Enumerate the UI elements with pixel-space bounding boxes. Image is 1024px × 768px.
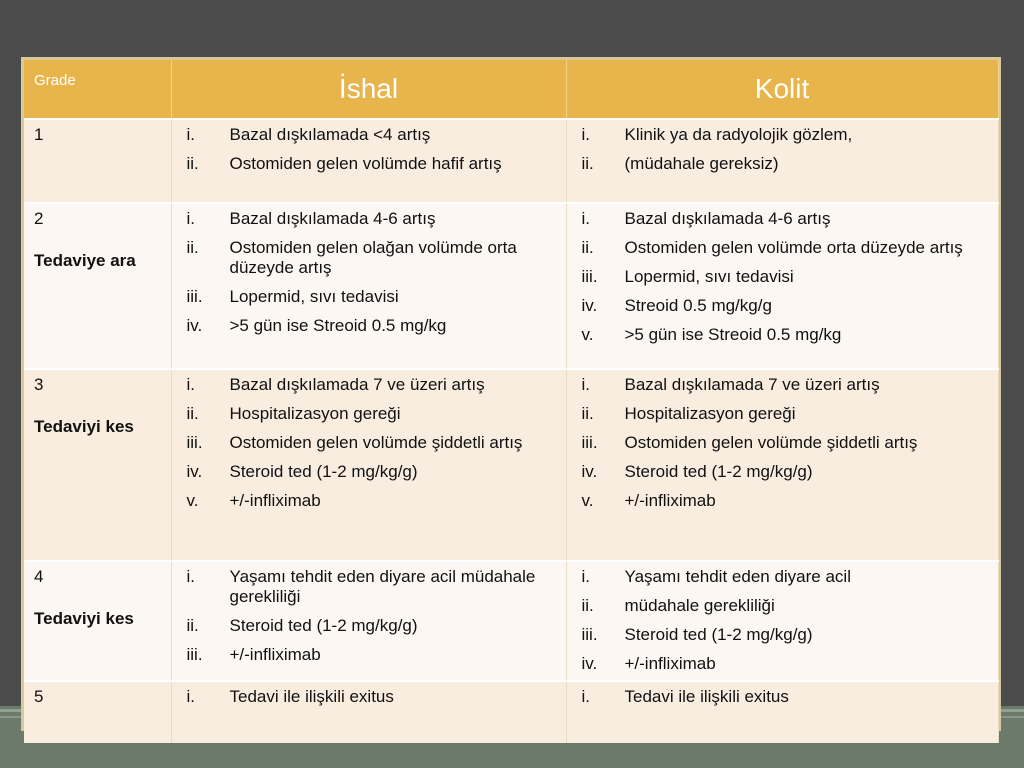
list-item — [186, 404, 558, 424]
list-item — [186, 316, 558, 336]
list-item-text: +/-infliximab — [624, 491, 716, 510]
list-item — [186, 687, 558, 707]
ishal-cell — [171, 681, 566, 743]
list-item-number: iii. — [186, 645, 203, 664]
list-item-number: ii. — [581, 596, 594, 615]
list-item-text: Steroid ted (1-2 mg/kg/g) — [624, 625, 813, 644]
list-item — [581, 567, 990, 587]
list-item-text: +/-infliximab — [624, 654, 716, 673]
grade-number: 1 — [34, 125, 44, 144]
list-item — [186, 433, 558, 453]
list-item — [186, 125, 558, 145]
header-ishal: İshal — [171, 60, 566, 119]
list-item-number: v. — [581, 325, 594, 344]
list-item-number: ii. — [186, 154, 199, 173]
kolit-cell — [566, 369, 998, 561]
list-item-number: v. — [581, 491, 594, 510]
table-body — [24, 119, 998, 743]
kolit-list — [575, 375, 990, 511]
list-item — [581, 625, 990, 645]
table-row — [24, 561, 998, 681]
list-item-number: i. — [581, 687, 590, 706]
grade-label: Tedaviyi kes — [34, 609, 134, 628]
list-item-text: Tedavi ile ilişkili exitus — [624, 687, 789, 706]
list-item-number: i. — [581, 125, 590, 144]
list-item-number: ii. — [581, 154, 594, 173]
kolit-cell — [566, 119, 998, 203]
list-item-text: Ostomiden gelen volümde orta düzeyde artış — [624, 238, 963, 257]
kolit-list — [575, 125, 990, 174]
grade-cell — [24, 369, 171, 561]
grade-label: Tedaviye ara — [34, 251, 136, 270]
list-item-text: Klinik ya da radyolojik gözlem, — [624, 125, 853, 144]
list-item-text: Bazal dışkılamada <4 artış — [229, 125, 431, 144]
ishal-list — [180, 125, 558, 174]
list-item — [581, 491, 990, 511]
list-item-number: i. — [186, 125, 195, 144]
list-item — [581, 296, 990, 316]
list-item-text: Lopermid, sıvı tedavisi — [229, 287, 399, 306]
list-item-text: Ostomiden gelen volümde şiddetli artış — [229, 433, 523, 452]
header-grade: Grade — [24, 60, 171, 119]
list-item-text: +/-infliximab — [229, 645, 321, 664]
list-item-number: ii. — [581, 404, 594, 423]
grade-number: 3 — [34, 375, 44, 394]
header-kolit: Kolit — [566, 60, 998, 119]
list-item-number: iv. — [581, 296, 598, 315]
list-item-number: iii. — [186, 433, 203, 452]
list-item-number: iii. — [581, 267, 598, 286]
grade-table — [24, 60, 999, 743]
list-item-number: i. — [581, 375, 590, 394]
header-row — [24, 60, 998, 119]
grade-number: 5 — [34, 687, 44, 706]
list-item-text: Lopermid, sıvı tedavisi — [624, 267, 794, 286]
list-item-text: >5 gün ise Streoid 0.5 mg/kg — [229, 316, 447, 335]
list-item-text: Bazal dışkılamada 4-6 artış — [229, 209, 436, 228]
list-item-text: Bazal dışkılamada 7 ve üzeri artış — [624, 375, 880, 394]
ishal-list — [180, 375, 558, 511]
list-item-number: iv. — [186, 316, 203, 335]
list-item — [186, 616, 558, 636]
list-item — [581, 404, 990, 424]
list-item-number: iii. — [581, 625, 598, 644]
ishal-cell — [171, 369, 566, 561]
kolit-cell — [566, 681, 998, 743]
list-item-number: iv. — [186, 462, 203, 481]
table-row — [24, 203, 998, 369]
list-item-number: iv. — [581, 654, 598, 673]
list-item — [186, 154, 558, 174]
list-item-text: +/-infliximab — [229, 491, 321, 510]
grade-label: Tedaviyi kes — [34, 417, 134, 436]
list-item-text: Bazal dışkılamada 4-6 artış — [624, 209, 831, 228]
kolit-cell — [566, 203, 998, 369]
table-row — [24, 119, 998, 203]
list-item-number: ii. — [581, 238, 594, 257]
ishal-cell — [171, 119, 566, 203]
list-item-text: Hospitalizasyon gereği — [624, 404, 796, 423]
list-item-number: ii. — [186, 616, 199, 635]
list-item — [581, 596, 990, 616]
list-item-text: Hospitalizasyon gereği — [229, 404, 401, 423]
grade-number: 4 — [34, 567, 44, 586]
ishal-list — [180, 567, 558, 665]
list-item — [186, 491, 558, 511]
list-item — [186, 287, 558, 307]
list-item — [581, 154, 990, 174]
grade-cell — [24, 119, 171, 203]
list-item-text: Streoid 0.5 mg/kg/g — [624, 296, 772, 315]
list-item-text: (müdahale gereksiz) — [624, 154, 779, 173]
list-item — [186, 238, 558, 278]
grade-number: 2 — [34, 209, 44, 228]
list-item — [581, 325, 990, 345]
grade-cell — [24, 681, 171, 743]
list-item-text: >5 gün ise Streoid 0.5 mg/kg — [624, 325, 842, 344]
list-item-text: Bazal dışkılamada 7 ve üzeri artış — [229, 375, 485, 394]
list-item — [581, 209, 990, 229]
kolit-list — [575, 209, 990, 345]
list-item-number: i. — [186, 375, 195, 394]
kolit-list — [575, 567, 990, 674]
list-item-number: i. — [581, 209, 590, 228]
kolit-cell — [566, 561, 998, 681]
list-item-text: Ostomiden gelen olağan volümde orta düzeyde artış — [229, 238, 517, 277]
list-item-number: iii. — [581, 433, 598, 452]
list-item-text: Steroid ted (1-2 mg/kg/g) — [229, 462, 418, 481]
list-item-number: ii. — [186, 238, 199, 257]
list-item-text: Ostomiden gelen volümde hafif artış — [229, 154, 502, 173]
ishal-list — [180, 209, 558, 336]
list-item-number: i. — [186, 567, 195, 586]
list-item — [581, 375, 990, 395]
list-item-text: Yaşamı tehdit eden diyare acil — [624, 567, 851, 586]
ishal-cell — [171, 561, 566, 681]
list-item-text: Yaşamı tehdit eden diyare acil müdahale gerekliliği — [229, 567, 536, 606]
list-item-number: i. — [581, 567, 590, 586]
list-item — [581, 654, 990, 674]
list-item-number: i. — [186, 209, 195, 228]
list-item-number: iv. — [581, 462, 598, 481]
ishal-list — [180, 687, 558, 707]
list-item — [186, 462, 558, 482]
list-item — [186, 645, 558, 665]
list-item — [581, 433, 990, 453]
list-item-text: Steroid ted (1-2 mg/kg/g) — [624, 462, 813, 481]
list-item — [581, 462, 990, 482]
list-item-text: Ostomiden gelen volümde şiddetli artış — [624, 433, 918, 452]
list-item-text: Steroid ted (1-2 mg/kg/g) — [229, 616, 418, 635]
list-item — [581, 267, 990, 287]
list-item — [581, 125, 990, 145]
ishal-cell — [171, 203, 566, 369]
grade-cell — [24, 203, 171, 369]
table-row — [24, 369, 998, 561]
list-item — [186, 567, 558, 607]
table-row — [24, 681, 998, 743]
list-item-text: müdahale gerekliliği — [624, 596, 775, 615]
list-item — [186, 375, 558, 395]
list-item — [581, 687, 990, 707]
list-item-text: Tedavi ile ilişkili exitus — [229, 687, 394, 706]
list-item-number: i. — [186, 687, 195, 706]
list-item-number: ii. — [186, 404, 199, 423]
grade-cell — [24, 561, 171, 681]
list-item — [186, 209, 558, 229]
list-item-number: v. — [186, 491, 199, 510]
list-item — [581, 238, 990, 258]
kolit-list — [575, 687, 990, 707]
list-item-number: iii. — [186, 287, 203, 306]
